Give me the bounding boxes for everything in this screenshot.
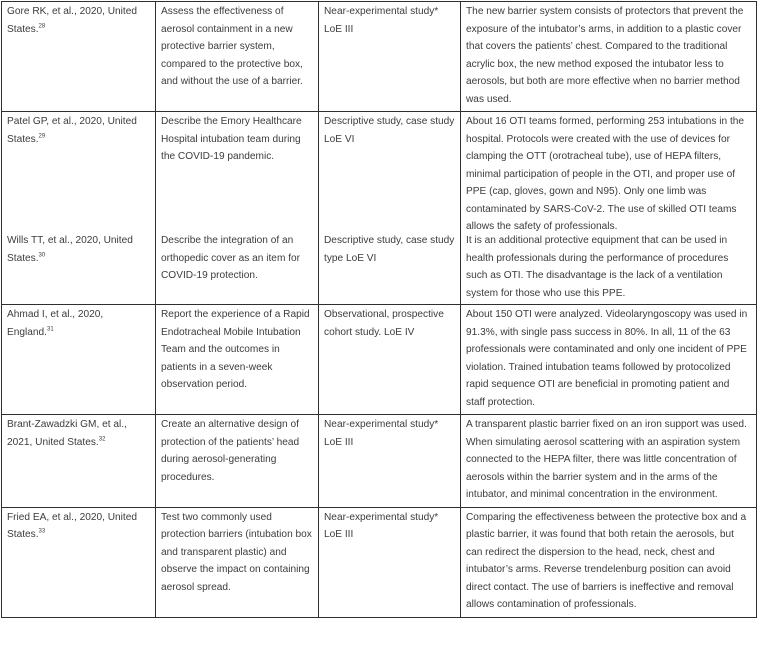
reference-number: 29 <box>38 133 46 140</box>
results-cell <box>461 112 757 305</box>
objective-cell: Test two commonly used protection barriers (intubation box and transparent plastic) and observe the impact on containing aerosol spread. <box>156 507 319 617</box>
author-text: Wills TT, et al., 2020, United States. <box>7 235 133 264</box>
objective-subcell: Describe the Emory Healthcare Hospital intubation team during the COVID-19 pandemic. <box>161 116 302 162</box>
table-row <box>2 305 757 415</box>
results-cell: The new barrier system consists of protectors that prevent the exposure of the intubator’s arms, in addition to a plastic cover that covers the patients’ chest. Compared to the traditional acrylic box, the new method exposed the intubator less to aerosols, but both are more effective when no barrier method was used. <box>461 2 757 112</box>
author-text: Ahmad I, et al., 2020, England. <box>7 309 104 338</box>
design-cell: Near-experimental study* LoE III <box>319 507 461 617</box>
author-cell <box>2 2 156 112</box>
objective-cell <box>156 112 319 305</box>
author-text: Fried EA, et al., 2020, United States. <box>7 511 138 540</box>
table-row <box>2 415 757 508</box>
author-subcell <box>2 231 155 269</box>
author-text: Brant-Zawadzki GM, et al., 2021, United States. <box>7 419 127 448</box>
design-cell <box>319 112 461 305</box>
author-text: Patel GP, et al., 2020, United States. <box>7 116 137 145</box>
table-row <box>2 507 757 617</box>
objective-subcell: Describe the integration of an orthopedic cover as an item for COVID-19 protection. <box>161 235 301 281</box>
objective-cell: Create an alternative design of protection of the patients’ head during aerosol-generating procedures. <box>156 415 319 508</box>
results-cell: About 150 OTI were analyzed. Videolaryngoscopy was used in 91.3%, with single pass success in 80%. In all, 11 of the 63 professionals were contaminated and only one incident of PPE violation. Trained intubation teams followed by protocolized rapid sequence OTI are beneficial in promoting patient and staff protection. <box>461 305 757 415</box>
results-cell: A transparent plastic barrier fixed on an iron support was used. When simulating aerosol scattering with an aspiration system connected to the HEPA filter, there was little concentration of aerosols within the barrier system and in the arms of the intubator, and minimal concentration in the environment. <box>461 415 757 508</box>
author-cell <box>2 415 156 508</box>
reference-number: 31 <box>46 326 54 333</box>
table-row <box>2 2 757 112</box>
design-cell: Near-experimental study* LoE III <box>319 2 461 112</box>
studies-table <box>1 1 757 618</box>
design-cell: Observational, prospective cohort study. LoE IV <box>319 305 461 415</box>
author-cell <box>2 305 156 415</box>
studies-table-container <box>1 1 748 618</box>
table-row <box>2 112 757 305</box>
author-cell <box>2 507 156 617</box>
author-text: Gore RK, et al., 2020, United States. <box>7 6 138 35</box>
results-subcell: It is an additional protective equipment that can be used in health professionals during the performance of procedures such as OTI. The disadvantage is the lack of a ventilation system for those who use this PPE. <box>466 235 729 299</box>
results-subcell: About 16 OTI teams formed, performing 253 intubations in the hospital. Protocols were created with the use of devices for clamping the OTT (orotracheal tube), use of HEPA filters, minimal participation of people in the OTI, and proper use of PPE (cap, gloves, gown and N95). Only one limb was contaminated by SARS-CoV-2. The use of skilled OTI teams allows the safety of professionals. <box>466 116 745 232</box>
author-subcell <box>2 112 155 231</box>
reference-number: 33 <box>38 528 46 535</box>
results-cell: Comparing the effectiveness between the protective box and a plastic barrier, it was found that both retain the aerosols, but can redirect the dispersion to the head, neck, chest and intubator’s arms. Reverse trendelenburg position can avoid direct contact. The use of barriers is ineffective and removal allows contamination of professionals. <box>461 507 757 617</box>
reference-number: 32 <box>98 436 106 443</box>
reference-number: 28 <box>38 23 46 30</box>
objective-cell: Report the experience of a Rapid Endotracheal Mobile Intubation Team and the outcomes in patients in a seven-week observation period. <box>156 305 319 415</box>
design-cell: Near-experimental study* LoE III <box>319 415 461 508</box>
design-subcell: Descriptive study, case study LoE VI <box>324 116 455 145</box>
reference-number: 30 <box>38 252 46 259</box>
objective-cell: Assess the effectiveness of aerosol containment in a new protective barrier system, compared to the protective box, and without the use of a barrier. <box>156 2 319 112</box>
design-subcell: Descriptive study, case study type LoE VI <box>324 235 455 264</box>
author-cell <box>2 112 156 305</box>
